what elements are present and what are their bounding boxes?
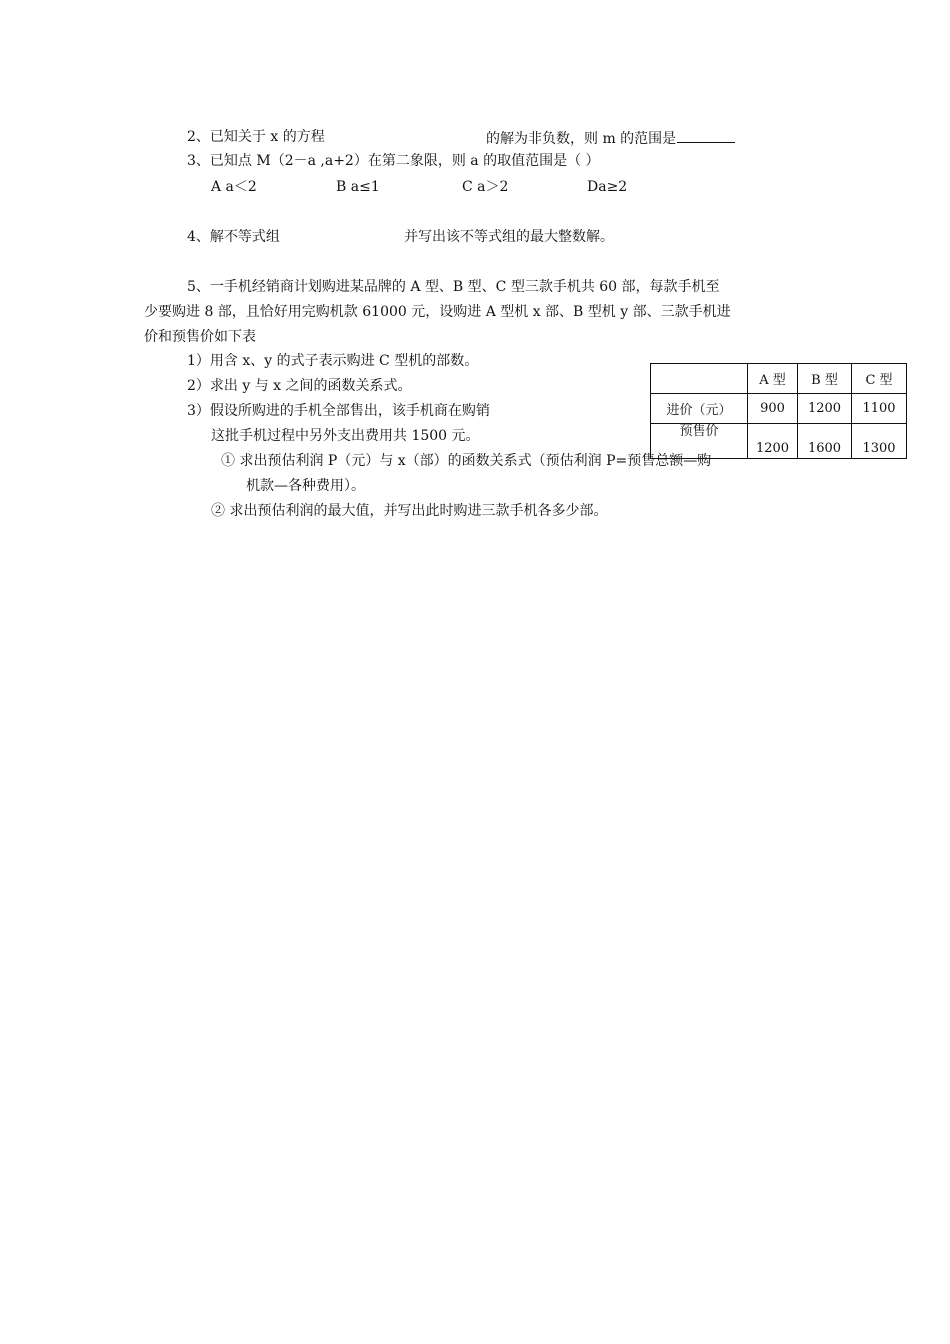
question-3-text: 3、已知点 M（2－a ,a+2）在第二象限，则 a 的取值范围是（ ） [187, 153, 600, 169]
question-5-item-1b: 机款—各种费用）。 [246, 478, 365, 494]
question-4-suffix: 并写出该不等式组的最大整数解。 [404, 229, 614, 245]
row-label: 进价（元） [651, 394, 748, 424]
table-row [651, 394, 907, 424]
table-cell: 1200 [798, 394, 852, 424]
question-2-prefix: 2、已知关于 x 的方程 [187, 129, 325, 145]
question-5-item-1a: ① 求出预估利润 P（元）与 x（部）的函数关系式（预估利润 P=预售总额—购 [221, 453, 712, 469]
row-label-cell [651, 424, 748, 459]
question-5-sub-1: 1）用含 x、y 的式子表示购进 C 型机的部数。 [187, 353, 479, 369]
table-cell: 1200 [748, 424, 798, 459]
question-5-sub-3a: 3）假设所购进的手机全部售出，该手机商在购销 [187, 403, 490, 419]
question-2-suffix [486, 128, 735, 148]
answer-blank [677, 128, 735, 143]
question-5-sub-3b: 这批手机过程中另外支出费用共 1500 元。 [211, 428, 480, 444]
question-3-option-b: B a≤1 [336, 179, 380, 195]
table-header-cell: C 型 [852, 364, 907, 394]
table-cell: 1100 [852, 394, 907, 424]
table-cell: 900 [748, 394, 798, 424]
question-3-option-d: Da≥2 [587, 179, 628, 195]
table-header-row [651, 364, 907, 394]
table-header-cell: A 型 [748, 364, 798, 394]
table-header-cell [651, 364, 748, 394]
question-5-line-2: 少要购进 8 部，且恰好用完购机款 61000 元，设购进 A 型机 x 部、B 型机 y 部、三款手机进 [144, 304, 731, 320]
row-label: 预售价 [679, 424, 719, 439]
question-5-item-2: ② 求出预估利润的最大值，并写出此时购进三款手机各多少部。 [211, 503, 608, 519]
question-3-option-c: C a＞2 [462, 179, 509, 195]
table-cell: 1600 [798, 424, 852, 459]
question-2-suffix-text: 的解为非负数，则 m 的范围是 [486, 131, 677, 147]
question-5-line-1: 5、一手机经销商计划购进某品牌的 A 型、B 型、C 型三款手机共 60 部，每款手机至 [187, 279, 720, 295]
table-header-cell: B 型 [798, 364, 852, 394]
question-5-line-3: 价和预售价如下表 [144, 329, 256, 345]
question-3-option-a: A a＜2 [211, 179, 257, 195]
price-table [650, 363, 907, 459]
question-5-sub-2: 2）求出 y 与 x 之间的函数关系式。 [187, 378, 412, 394]
table-cell: 1300 [852, 424, 907, 459]
question-4-prefix: 4、解不等式组 [187, 229, 280, 245]
table-row [651, 424, 907, 459]
